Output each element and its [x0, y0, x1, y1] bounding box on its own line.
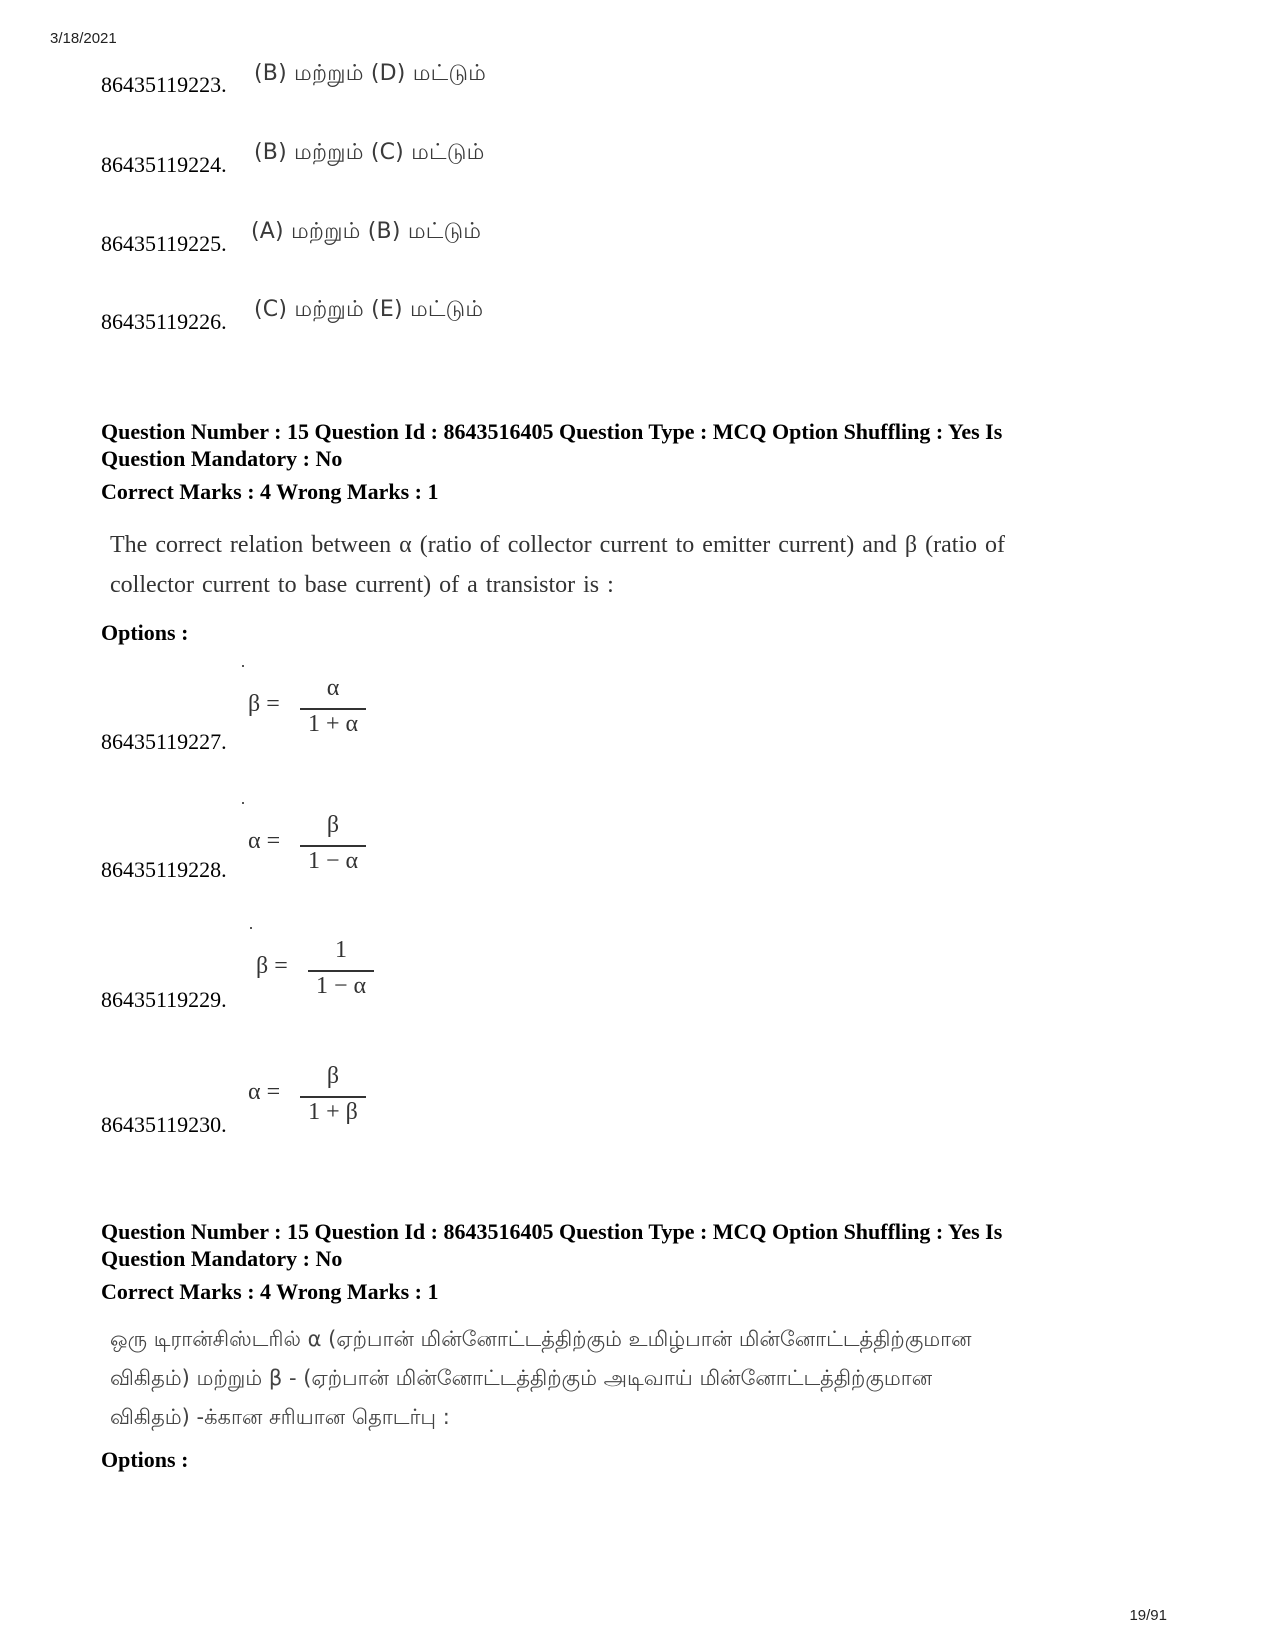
fraction-bar [300, 1096, 366, 1098]
option-text: (A) மற்றும் (B) மட்டும் [251, 219, 482, 244]
scan-dot [242, 665, 244, 667]
question-meta-line: Question Mandatory : No [101, 446, 343, 471]
formula-lhs: α = [248, 828, 281, 854]
question-marks: Correct Marks : 4 Wrong Marks : 1 [101, 479, 439, 504]
fraction-bar [300, 708, 366, 710]
fraction-bar [300, 845, 366, 847]
formula-numerator: α [326, 675, 340, 701]
question-meta-line: Question Number : 15 Question Id : 8643516405 Question Type : MCQ Option Shuffling : Yes Is [101, 1219, 1003, 1244]
formula-lhs: β = [256, 953, 288, 979]
formula-denominator: 1 + α [307, 711, 359, 737]
question-meta [101, 1218, 1181, 1305]
question-meta-line: Question Number : 15 Question Id : 8643516405 Question Type : MCQ Option Shuffling : Yes Is [101, 419, 1003, 444]
formula-numerator: 1 [335, 937, 347, 963]
formula-lhs: β = [248, 691, 280, 717]
question-text-line: The correct relation between α (ratio of collector current to emitter current) and β (ratio of [110, 532, 1006, 558]
option-id: 86435119223. [101, 72, 227, 97]
question-text-line: விகிதம்) மற்றும் β - (ஏற்பான் மின்னோட்டத்திற்கும் அடிவாய் மின்னோட்டத்திற்குமான [110, 1366, 933, 1390]
question-marks: Correct Marks : 4 Wrong Marks : 1 [101, 1279, 439, 1304]
formula-numerator: β [326, 1063, 340, 1089]
scan-dot [242, 802, 244, 804]
question-text-line: விகிதம்) -க்கான சரியான தொடர்பு : [110, 1405, 450, 1429]
option-id: 86435119225. [101, 231, 227, 256]
question-text [110, 525, 1190, 605]
option-text: (B) மற்றும் (D) மட்டும் [254, 61, 487, 86]
option-row [101, 309, 227, 335]
formula-lhs: α = [248, 1079, 281, 1105]
scan-dot [250, 927, 252, 929]
option-row [101, 72, 227, 98]
formula-denominator: 1 − α [307, 848, 359, 874]
page-number: 19/91 [1129, 1607, 1167, 1624]
option-id: 86435119229. [101, 987, 227, 1012]
option-row [101, 231, 227, 257]
formula-numerator: β [326, 812, 340, 838]
option-text: (C) மற்றும் (E) மட்டும் [254, 297, 484, 322]
options-label: Options : [101, 1447, 189, 1472]
fraction-bar [308, 970, 374, 972]
option-id: 86435119230. [101, 1112, 227, 1137]
question-meta [101, 418, 1181, 505]
options-label: Options : [101, 620, 189, 645]
question-meta-line: Question Mandatory : No [101, 1246, 343, 1271]
question-text-line: ஒரு டிரான்சிஸ்டரில் α (ஏற்பான் மின்னோட்டத்திற்கும் உமிழ்பான் மின்னோட்டத்திற்குமான [110, 1327, 972, 1351]
option-text: (B) மற்றும் (C) மட்டும் [254, 140, 485, 165]
option-id: 86435119224. [101, 152, 227, 177]
formula-denominator: 1 − α [315, 973, 367, 999]
option-id: 86435119226. [101, 309, 227, 334]
page-date: 3/18/2021 [50, 30, 117, 47]
formula-denominator: 1 + β [308, 1099, 358, 1125]
question-text [110, 1320, 1190, 1437]
question-text-line: collector current to base current) of a transistor is : [110, 572, 614, 598]
option-id: 86435119227. [101, 729, 227, 754]
option-id: 86435119228. [101, 857, 227, 882]
option-row [101, 152, 227, 178]
